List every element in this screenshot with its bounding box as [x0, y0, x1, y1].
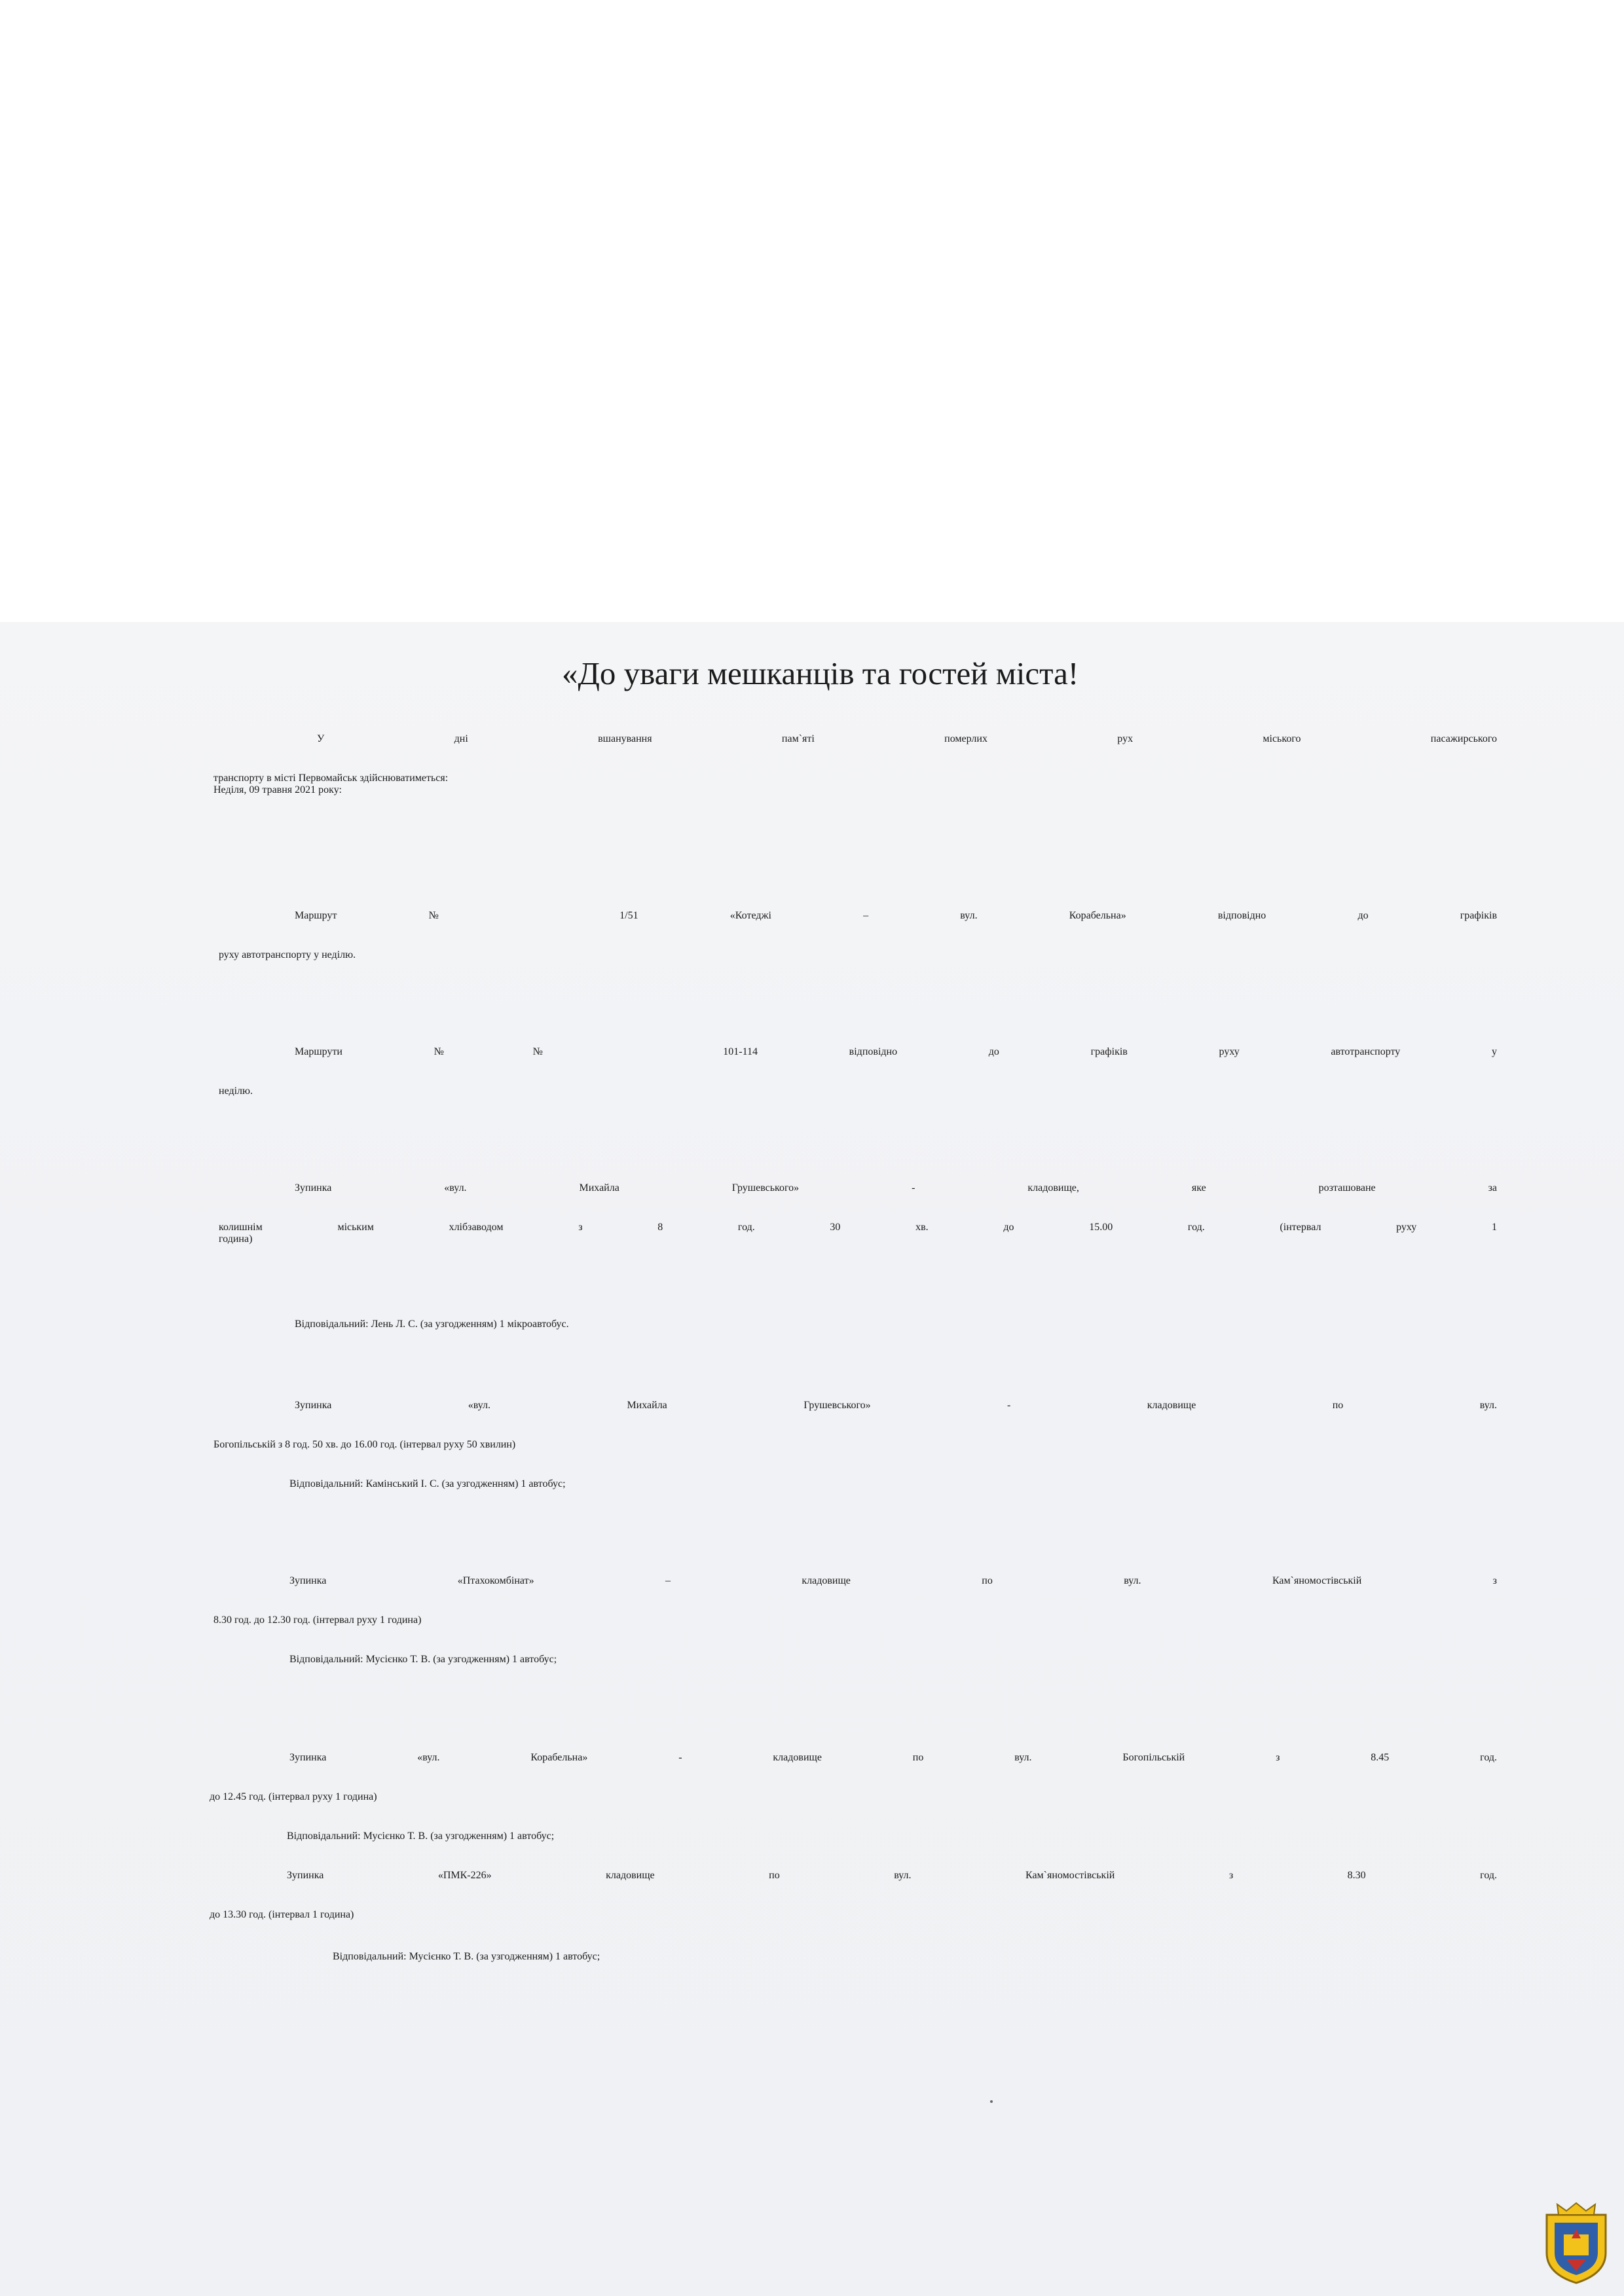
routes2-block-2 [219, 1085, 1497, 1097]
stop2-line-2: Богопільській з 8 год. 50 хв. до 16.00 год. (інтервал руху 50 хвилин) [213, 1439, 516, 1450]
stop4-responsible: Відповідальний: Мусієнко Т. В. (за узгодженням) 1 автобус; [287, 1831, 555, 1842]
intro-line-2: транспорту в місті Первомайськ здійснюватиметься: [213, 773, 449, 784]
stop5-line-2: до 13.30 год. (інтервал 1 година) [210, 1909, 354, 1920]
stop2-line-1: Зупинка «вул. Михайла Грушевського» - кладовище по вул. [295, 1400, 1497, 1411]
stop2-block-2 [213, 1439, 1497, 1451]
stop2-block [295, 1400, 1497, 1412]
routes2-block [295, 1046, 1497, 1058]
routes2-line-1: Маршрути №№ 101-114 відповідно до графіків руху автотранспорту у [295, 1046, 1497, 1057]
stop2-responsible: Відповідальний: Камінський І. С. (за узгодженням) 1 автобус; [289, 1478, 566, 1489]
route1-line-2: руху автотранспорту у неділю. [219, 949, 356, 960]
stop5-responsible-block [333, 1951, 1497, 1963]
stop4-line-2: до 12.45 год. (інтервал руху 1 година) [210, 1791, 377, 1802]
route1-line-1: Маршрут № 1/51 «Котеджі – вул. Корабельна» відповідно до графіків [295, 910, 1497, 921]
stop4-block [289, 1752, 1497, 1764]
stop3-responsible: Відповідальний: Мусієнко Т. В. (за узгодженням) 1 автобус; [289, 1654, 557, 1665]
stop4-responsible-block [287, 1831, 1497, 1842]
stop5-block [287, 1870, 1497, 1882]
stop4-line-1: Зупинка «вул. Корабельна» - кладовище по вул. Богопільській з 8.45 год. [289, 1752, 1497, 1763]
stop1-line-2: колишнім міським хлібзаводом з 8 год. 30 хв. до 15.00 год. (інтервал руху 1 [219, 1222, 1497, 1233]
stop1-block-2 [219, 1222, 1497, 1245]
notice-title: «До уваги мешканців та гостей міста! [562, 655, 1079, 691]
intro-line-1: У дні вшанування пам`яті померлих рух міського пасажирського [317, 733, 1497, 744]
date-heading: Неділя, 09 травня 2021 року: [213, 784, 342, 795]
stop3-line-1: Зупинка «Птахокомбінат» – кладовище по вул. Кам`яномостівській з [289, 1575, 1497, 1586]
stop1-responsible-block [295, 1319, 1497, 1330]
scan-speck [990, 2100, 993, 2103]
stop4-block-2 [210, 1791, 1497, 1803]
route1-block [295, 910, 1497, 922]
intro-paragraph [317, 733, 1497, 745]
stop1-block [295, 1182, 1497, 1194]
stop1-responsible: Відповідальний: Лень Л. С. (за узгодженням) 1 мікроавтобус. [295, 1319, 569, 1330]
stop5-responsible: Відповідальний: Мусієнко Т. В. (за узгодженням) 1 автобус; [333, 1951, 600, 1962]
stop3-line-2: 8.30 год. до 12.30 год. (інтервал руху 1 година) [213, 1614, 422, 1626]
intro-line-2-block [213, 773, 1497, 796]
scanned-page-area [0, 622, 1624, 2296]
routes2-line-2: неділю. [219, 1085, 253, 1097]
stop3-block [289, 1575, 1497, 1587]
city-coat-of-arms-icon [1540, 2200, 1612, 2284]
stop1-line-3: година) [219, 1233, 253, 1245]
stop3-block-2 [213, 1614, 1497, 1626]
stop2-responsible-block [289, 1478, 1497, 1490]
stop5-block-2 [210, 1909, 1497, 1921]
stop3-responsible-block [289, 1654, 1497, 1666]
stop5-line-1: Зупинка «ПМК-226» кладовище по вул. Кам`яномостівській з 8.30 год. [287, 1870, 1497, 1881]
stop1-line-1: Зупинка «вул. Михайла Грушевського» - кладовище, яке розташоване за [295, 1182, 1497, 1194]
route1-block-2 [219, 949, 1497, 961]
